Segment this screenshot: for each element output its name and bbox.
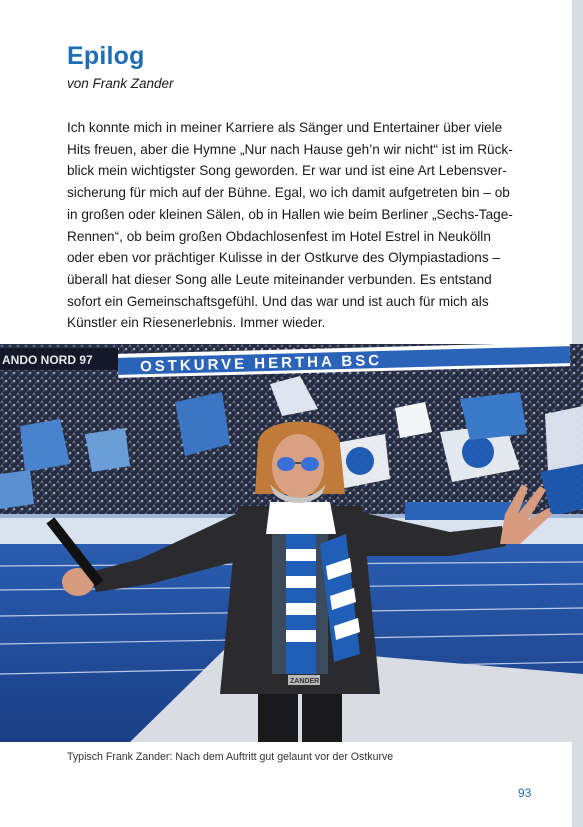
body-line: blick mein wichtigster Song geworden. Er war und ist eine Art Lebensver- [67,163,507,179]
body-line: Ich konnte mich in meiner Karriere als Sänger und Entertainer über viele [67,120,503,135]
sunglasses-icon [277,457,295,471]
page-title: Epilog [67,42,145,70]
body-line: sofort ein Gemeinschaftsgefühl. Und das war und ist auch für mich als [67,293,489,309]
body-line: in großen oder kleinen Sälen, ob in Hallen wie beim Berliner „Sechs-Tage- [67,206,513,222]
article-body [67,117,537,334]
body-line: Rennen“, ob beim großen Obdachlosenfest im Hotel Estrel in Neukölln [67,228,491,244]
author-byline: von Frank Zander [67,76,174,91]
body-line: Hits freuen, aber die Hymne „Nur nach Hause geh’n wir nicht“ ist im Rück- [67,141,513,157]
stadium-photo [0,344,583,742]
photo-caption: Typisch Frank Zander: Nach dem Auftritt gut gelaunt vor der Ostkurve [67,751,394,763]
belt-buckle-text: ZANDER [290,678,320,685]
body-line: sicherung für mich auf der Bühne. Egal, wo ich damit aufgetreten bin – ob [67,185,510,201]
body-line: überall hat dieser Song alle Leute miteinander verbunden. Es entstand [67,271,492,287]
page-number: 93 [518,786,532,800]
ostkurve-banner-text: OSTKURVE HERTHA BSC [139,352,383,376]
body-line: Künstler ein Riesenerlebnis. Immer wieder. [67,315,326,331]
body-line: oder eben vor prächtiger Kulisse in der Ostkurve des Olympiastadions – [67,250,500,266]
fan-banner-left-text: ANDO NORD 97 [2,353,93,367]
